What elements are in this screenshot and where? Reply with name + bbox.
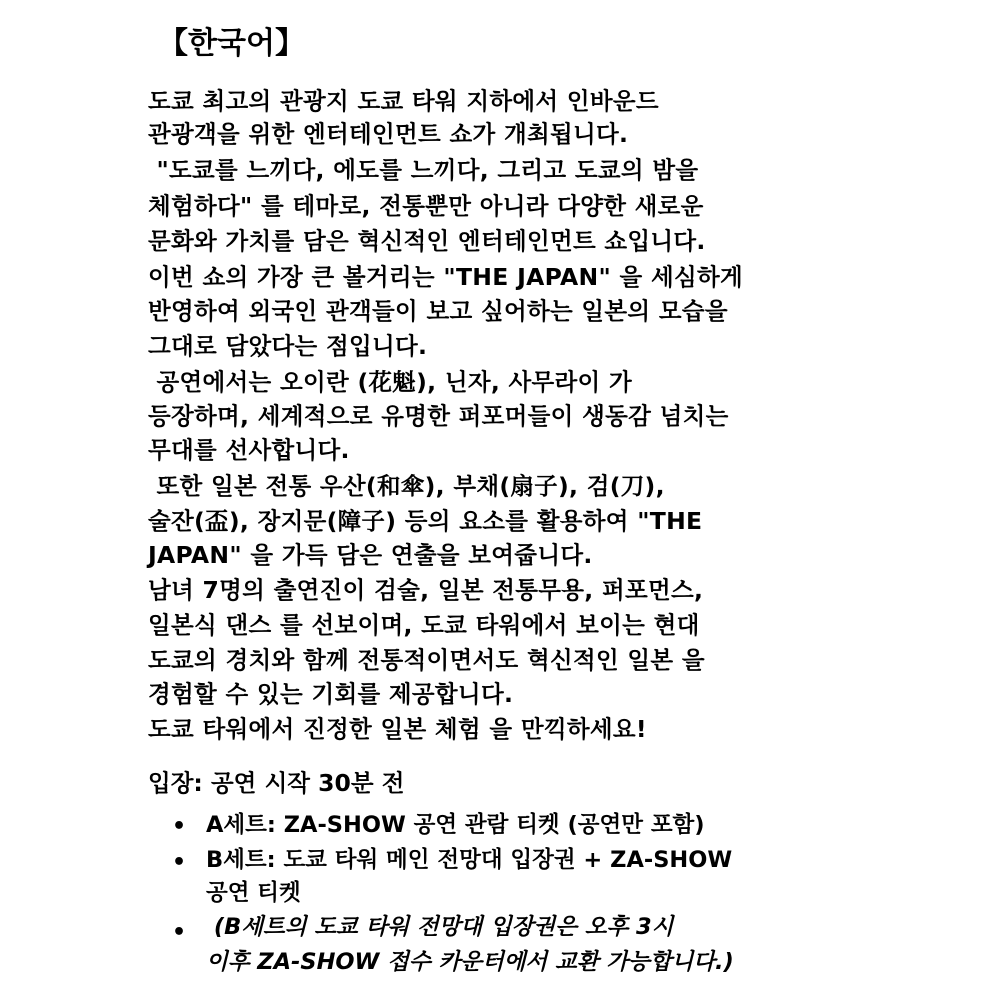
- body-line-16: 일본식 댄스 를 선보이며, 도쿄 타워에서 보이는 현대: [148, 611, 700, 639]
- body-line-12: 또한 일본 전통 우산(和傘), 부채(扇子), 검(刀),: [148, 472, 665, 500]
- bullet-dot-note: •: [172, 920, 187, 945]
- body-line-15: 남녀 7명의 출연진이 검술, 일본 전통무용, 퍼포먼스,: [148, 576, 704, 604]
- body-line-5: 문화와 가치를 담은 혁신적인 엔터테인먼트 쇼입니다.: [148, 227, 706, 255]
- body-line-8: 그대로 담았다는 점입니다.: [148, 332, 428, 360]
- set-b-description-line-1: B세트: 도쿄 타워 메인 전망대 입장권 + ZA-SHOW: [206, 847, 733, 873]
- body-line-19: 도쿄 타워에서 진정한 일본 체험 을 만끽하세요!: [148, 715, 647, 743]
- body-line-18: 경험할 수 있는 기회를 제공합니다.: [148, 680, 514, 708]
- body-line-10: 등장하며, 세계적으로 유명한 퍼포머들이 생동감 넘치는: [148, 402, 729, 430]
- body-line-6: 이번 쇼의 가장 큰 볼거리는 "THE JAPAN" 을 세심하게: [148, 263, 743, 291]
- set-a-description: A세트: ZA-SHOW 공연 관람 티켓 (공연만 포함): [206, 812, 705, 838]
- set-b-note-line-1: (B세트의 도쿄 타워 전망대 입장권은 오후 3시: [206, 914, 674, 940]
- body-line-17: 도쿄의 경치와 함께 전통적이면서도 혁신적인 일본 을: [148, 646, 705, 674]
- body-line-3: "도쿄를 느끼다, 에도를 느끼다, 그리고 도쿄의 밤을: [148, 156, 699, 184]
- bullet-dot-a: •: [172, 814, 187, 839]
- set-b-description-line-2: 공연 티켓: [206, 880, 301, 906]
- body-line-4: 체험하다" 를 테마로, 전통뿐만 아니라 다양한 새로운: [148, 192, 704, 220]
- body-line-9: 공연에서는 오이란 (花魁), 닌자, 사무라이 가: [148, 368, 633, 396]
- entry-time: 입장: 공연 시작 30분 전: [148, 769, 405, 797]
- set-b-note-line-2: 이후 ZA-SHOW 접수 카운터에서 교환 가능합니다.): [206, 949, 734, 975]
- body-line-13: 술잔(盃), 장지문(障子) 등의 요소를 활용하여 "THE: [148, 507, 703, 535]
- body-line-2: 관광객을 위한 엔터테인먼트 쇼가 개최됩니다.: [148, 120, 629, 148]
- body-line-1: 도쿄 최고의 관광지 도쿄 타워 지하에서 인바운드: [148, 87, 659, 115]
- bullet-dot-b: •: [172, 850, 187, 875]
- body-line-11: 무대를 선사합니다.: [148, 436, 350, 464]
- body-line-7: 반영하여 외국인 관객들이 보고 싶어하는 일본의 모습을: [148, 297, 728, 325]
- language-heading: 【한국어】: [158, 26, 305, 61]
- body-line-14: JAPAN" 을 가득 담은 연출을 보여줍니다.: [148, 541, 593, 569]
